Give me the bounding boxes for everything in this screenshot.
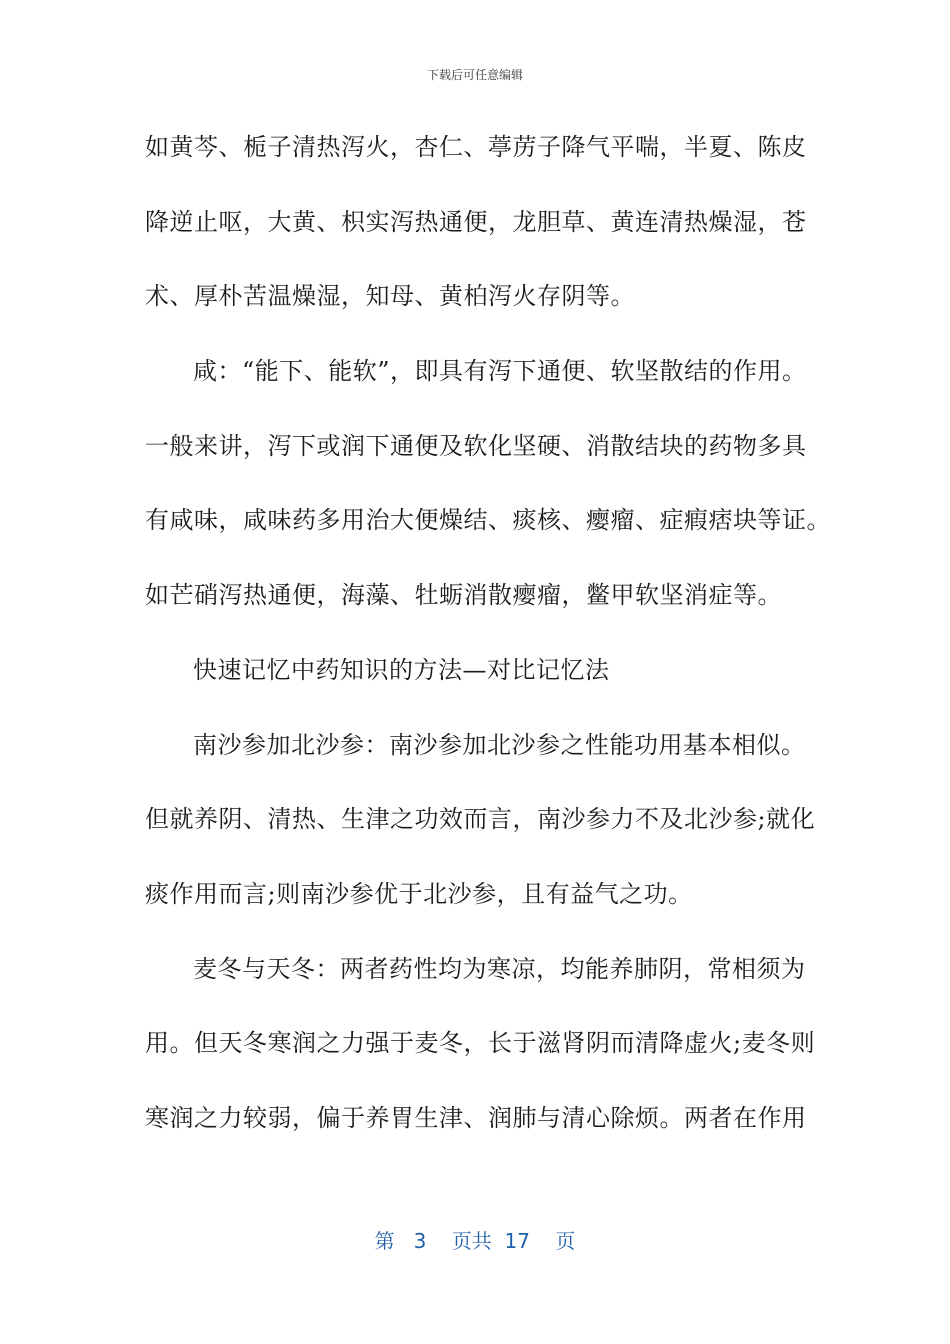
paragraph-start-line: 麦冬与天冬：两者药性均为寒凉，均能养肺阴，常相须为 xyxy=(193,954,806,983)
text-line: 如黄芩、栀子清热泻火，杏仁、葶苈子降气平喘，半夏、陈皮 xyxy=(145,133,807,161)
total-pages-number: 17 xyxy=(504,1229,530,1253)
footer-suffix: 页 xyxy=(555,1229,576,1253)
page-header-note: 下载后可任意编辑 xyxy=(426,68,523,82)
paragraph-start-line: 咸：“能下、能软”，即具有泻下通便、软坚散结的作用。 xyxy=(193,357,807,386)
text-line: 如芒硝泻热通便，海藻、牡蛎消散瘿瘤，鳖甲软坚消症等。 xyxy=(145,581,782,610)
text-line: 术、厚朴苦温燥湿，知母、黄柏泻火存阴等。 xyxy=(145,282,635,311)
text-line: 痰作用而言;则南沙参优于北沙参，且有益气之功。 xyxy=(145,879,693,908)
footer-middle: 页共 xyxy=(451,1229,492,1253)
text-line: 但就养阴、清热、生津之功效而言，南沙参力不及北沙参;就化 xyxy=(145,805,816,834)
document-body xyxy=(145,128,831,1174)
section-heading: 快速记忆中药知识的方法—对比记忆法 xyxy=(193,655,610,684)
footer-prefix: 第 xyxy=(374,1229,395,1253)
text-line: 降逆止呕，大黄、枳实泻热通便，龙胆草、黄连清热燥湿，苍 xyxy=(145,207,807,236)
text-line: 一般来讲，泻下或润下通便及软化坚硬、消散结块的药物多具 xyxy=(145,431,807,460)
text-line: 用。但天冬寒润之力强于麦冬，长于滋肾阴而清降虚火;麦冬则 xyxy=(145,1029,816,1058)
text-line: 寒润之力较弱，偏于养胃生津、润肺与清心除烦。两者在作用 xyxy=(145,1103,807,1132)
page-number-footer xyxy=(0,1225,950,1254)
current-page-number: 3 xyxy=(413,1229,427,1253)
text-line: 有咸味，咸味药多用治大便燥结、痰核、瘿瘤、症瘕痞块等证。 xyxy=(145,506,831,535)
paragraph-start-line: 南沙参加北沙参：南沙参加北沙参之性能功用基本相似。 xyxy=(193,730,806,759)
